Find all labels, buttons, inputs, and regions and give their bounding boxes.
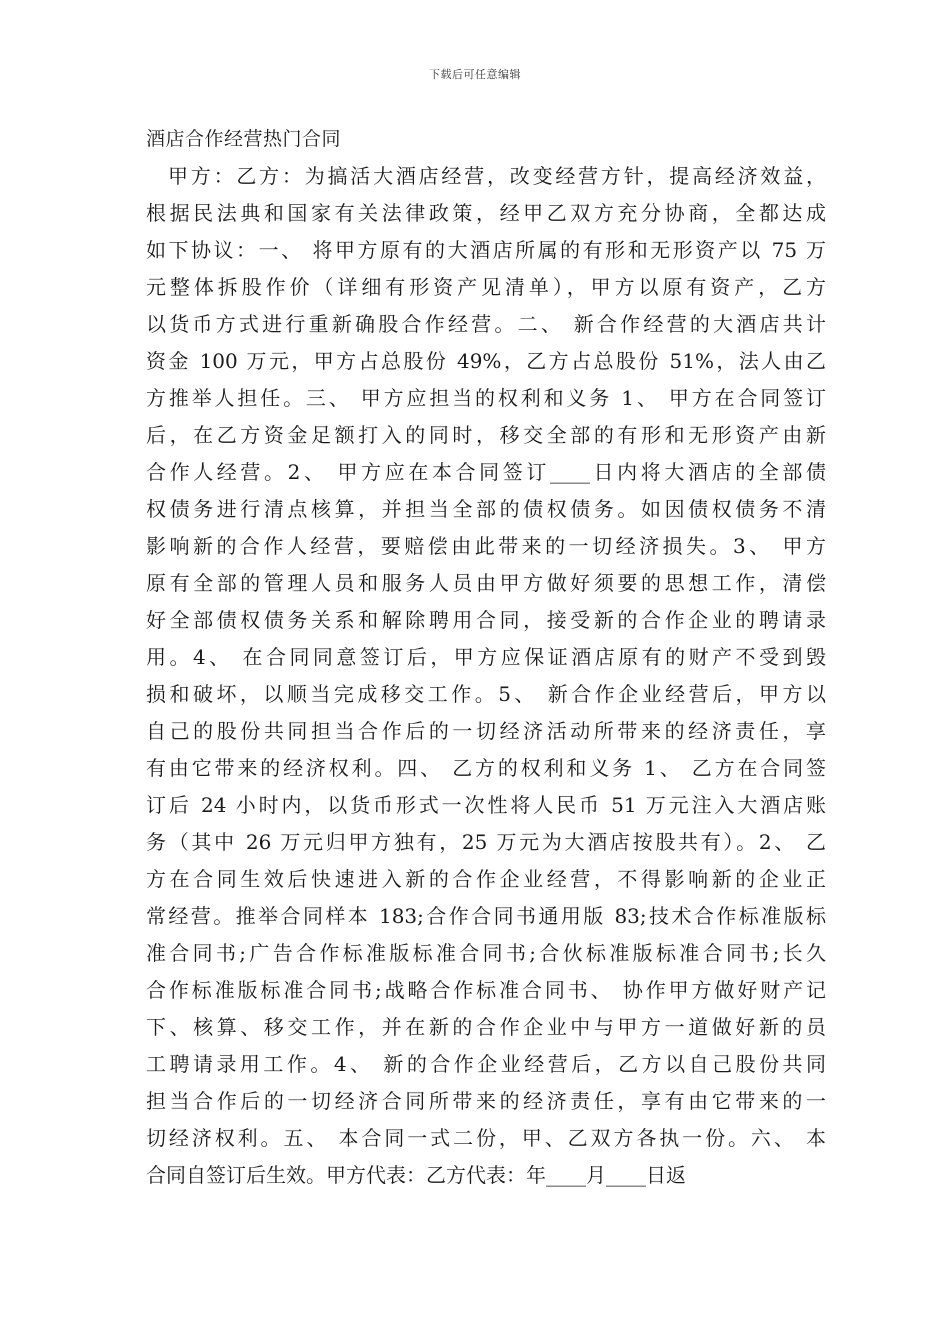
page-header: 下载后可任意编辑 — [429, 68, 521, 81]
body-line: 用。4、 在合同同意签订后，甲方应保证酒店原有的财产不受到毁 — [146, 645, 826, 669]
body-line: 根据民法典和国家有关法律政策，经甲乙双方充分协商，全都达成 — [146, 201, 826, 225]
body-line: 切经济权利。五、 本合同一式二份，甲、乙双方各执一份。六、 本 — [146, 1126, 826, 1150]
body-line: 影响新的合作人经营，要赔偿由此带来的一切经济损失。3、 甲方 — [146, 534, 826, 558]
document-body — [146, 158, 826, 1194]
body-line: 权债务进行清点核算，并担当全部的债权债务。如因债权债务不清 — [146, 497, 826, 521]
body-line: 务（其中 26 万元归甲方独有，25 万元为大酒店按股共有）。2、 乙 — [146, 830, 826, 854]
body-line: 好全部债权债务关系和解除聘用合同，接受新的合作企业的聘请录 — [146, 608, 826, 632]
body-line: 常经营。推举合同样本 183;合作合同书通用版 83;技术合作标准版标 — [146, 904, 826, 928]
body-line: 元整体拆股作价（详细有形资产见清单），甲方以原有资产，乙方 — [146, 275, 826, 299]
body-line: 甲方：乙方：为搞活大酒店经营，改变经营方针，提高经济效益， — [168, 164, 826, 188]
body-line: 合作标准版标准合同书;战略合作标准合同书、 协作甲方做好财产记 — [146, 978, 826, 1002]
body-line: 资金 100 万元，甲方占总股份 49%，乙方占总股份 51%，法人由乙 — [146, 349, 826, 373]
body-line: 合同自签订后生效。甲方代表：乙方代表：年____月____日返 — [146, 1163, 686, 1187]
body-line: 下、核算、移交工作，并在新的合作企业中与甲方一道做好新的员 — [146, 1015, 826, 1039]
body-line: 如下协议：一、 将甲方原有的大酒店所属的有形和无形资产以 75 万 — [146, 238, 826, 262]
body-line: 合作人经营。2、 甲方应在本合同签订____日内将大酒店的全部债 — [146, 460, 826, 484]
body-line: 准合同书;广告合作标准版标准合同书;合伙标准版标准合同书;长久 — [146, 941, 826, 965]
body-line: 方在合同生效后快速进入新的合作企业经营，不得影响新的企业正 — [146, 867, 826, 891]
body-line: 原有全部的管理人员和服务人员由甲方做好须要的思想工作，清偿 — [146, 571, 826, 595]
body-line: 担当合作后的一切经济合同所带来的经济责任，享有由它带来的一 — [146, 1089, 826, 1113]
body-line: 方推举人担任。三、 甲方应担当的权利和义务 1、 甲方在合同签订 — [146, 386, 826, 410]
body-line: 有由它带来的经济权利。四、 乙方的权利和义务 1、 乙方在合同签 — [146, 756, 826, 780]
body-line: 损和破坏，以顺当完成移交工作。5、 新合作企业经营后，甲方以 — [146, 682, 826, 706]
body-line: 自己的股份共同担当合作后的一切经济活动所带来的经济责任，享 — [146, 719, 826, 743]
document-title: 酒店合作经营热门合同 — [146, 128, 342, 150]
body-line: 以货币方式进行重新确股合作经营。二、 新合作经营的大酒店共计 — [146, 312, 826, 336]
body-line: 工聘请录用工作。4、 新的合作企业经营后，乙方以自己股份共同 — [146, 1052, 826, 1076]
body-line: 订后 24 小时内，以货币形式一次性将人民币 51 万元注入大酒店账 — [146, 793, 826, 817]
body-line: 后，在乙方资金足额打入的同时，移交全部的有形和无形资产由新 — [146, 423, 826, 447]
